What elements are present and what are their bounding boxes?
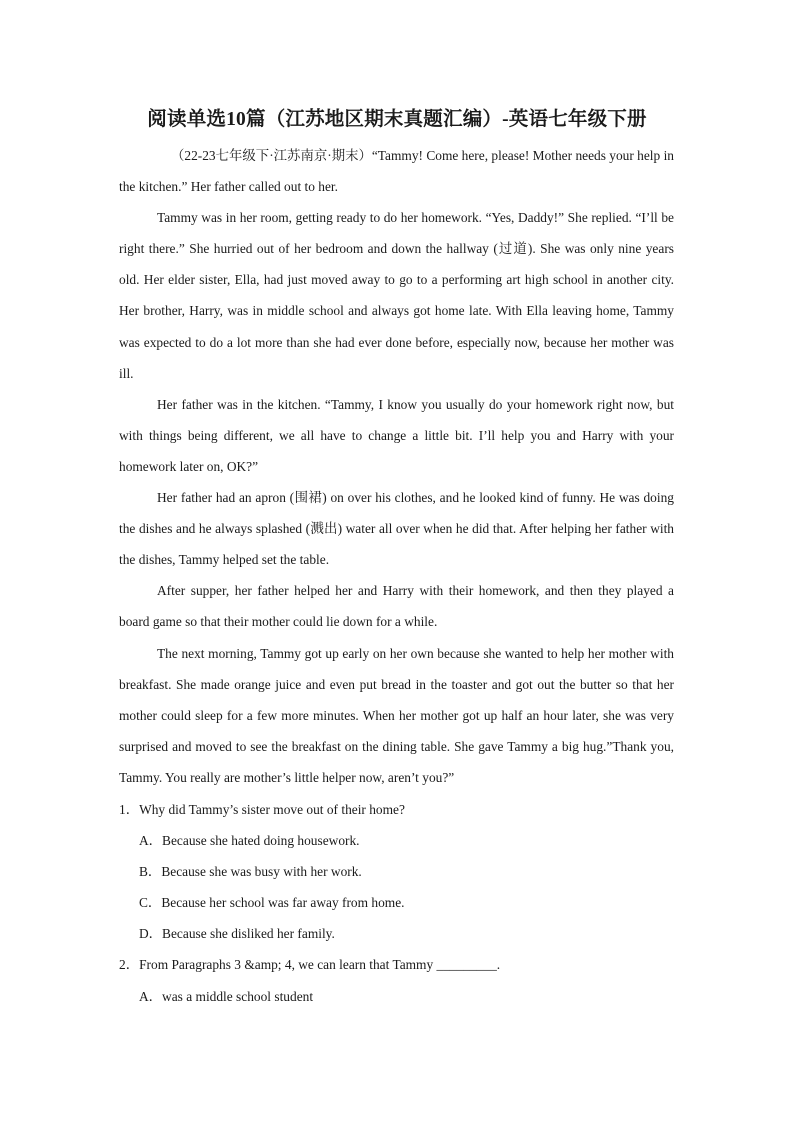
passage-paragraph-6: The next morning, Tammy got up early on her own because she wanted to help her mother with breakfast. She made orange juice and even put bread in the toaster and got out the butter so that her mother could sleep for a few more minutes. When her mother got up half an hour later, she was very surprised and moved to see the breakfast on the dining table. She gave Tammy a big hug.”Thank you, Tammy. You really are mother’s little helper now, aren’t you?” xyxy=(119,645,674,785)
passage-paragraph-5: After supper, her father helped her and Harry with their homework, and then they played a board game so that their mother could lie down for a while. xyxy=(119,583,674,630)
questions-section xyxy=(119,794,679,1012)
question-1-option-d: D．Because she disliked her family. xyxy=(139,926,335,942)
question-2-option-a: A．was a middle school student xyxy=(139,988,314,1004)
reading-passage xyxy=(119,140,674,793)
question-1-option-a: A．Because she hated doing housework. xyxy=(139,833,360,849)
passage-paragraph-4: Her father had an apron (围裙) on over his clothes, and he looked kind of funny. He was doing the dishes and he always splashed (溅出) water all over when he did that. After helping her father with the dishes, Tammy helped set the table. xyxy=(119,490,674,568)
question-1-option-b: B．Because she was busy with her work. xyxy=(139,864,362,880)
passage-paragraph-3: Her father was in the kitchen. “Tammy, I know you usually do your homework right now, but with things being different, we all have to change a little bit. I’ll help you and Harry with your homework later on, OK?” xyxy=(119,396,674,474)
document-title: 阅读单选10篇（江苏地区期末真题汇编）-英语七年级下册 xyxy=(147,109,647,130)
question-2-stem: 2．From Paragraphs 3 &amp; 4, we can learn that Tammy _________. xyxy=(119,957,501,973)
passage-paragraph-1: （22-23七年级下·江苏南京·期末）“Tammy! Come here, please! Mother needs your help in the kitchen.” Her father called out to her. xyxy=(119,148,674,195)
question-1-stem: 1．Why did Tammy’s sister move out of their home? xyxy=(119,802,405,817)
question-1-option-c: C．Because her school was far away from home. xyxy=(139,895,405,911)
passage-paragraph-2: Tammy was in her room, getting ready to do her homework. “Yes, Daddy!” She replied. “I’ll be right there.” She hurried out of her bedroom and down the hallway (过道). She was only nine years old. Her elder sister, Ella, had just moved away to go to a performing art high school in another city. Her brother, Harry, was in middle school and always got home late. With Ella leaving home, Tammy was expected to do a lot more than she had ever done before, especially now, because her mother was ill. xyxy=(119,210,674,381)
